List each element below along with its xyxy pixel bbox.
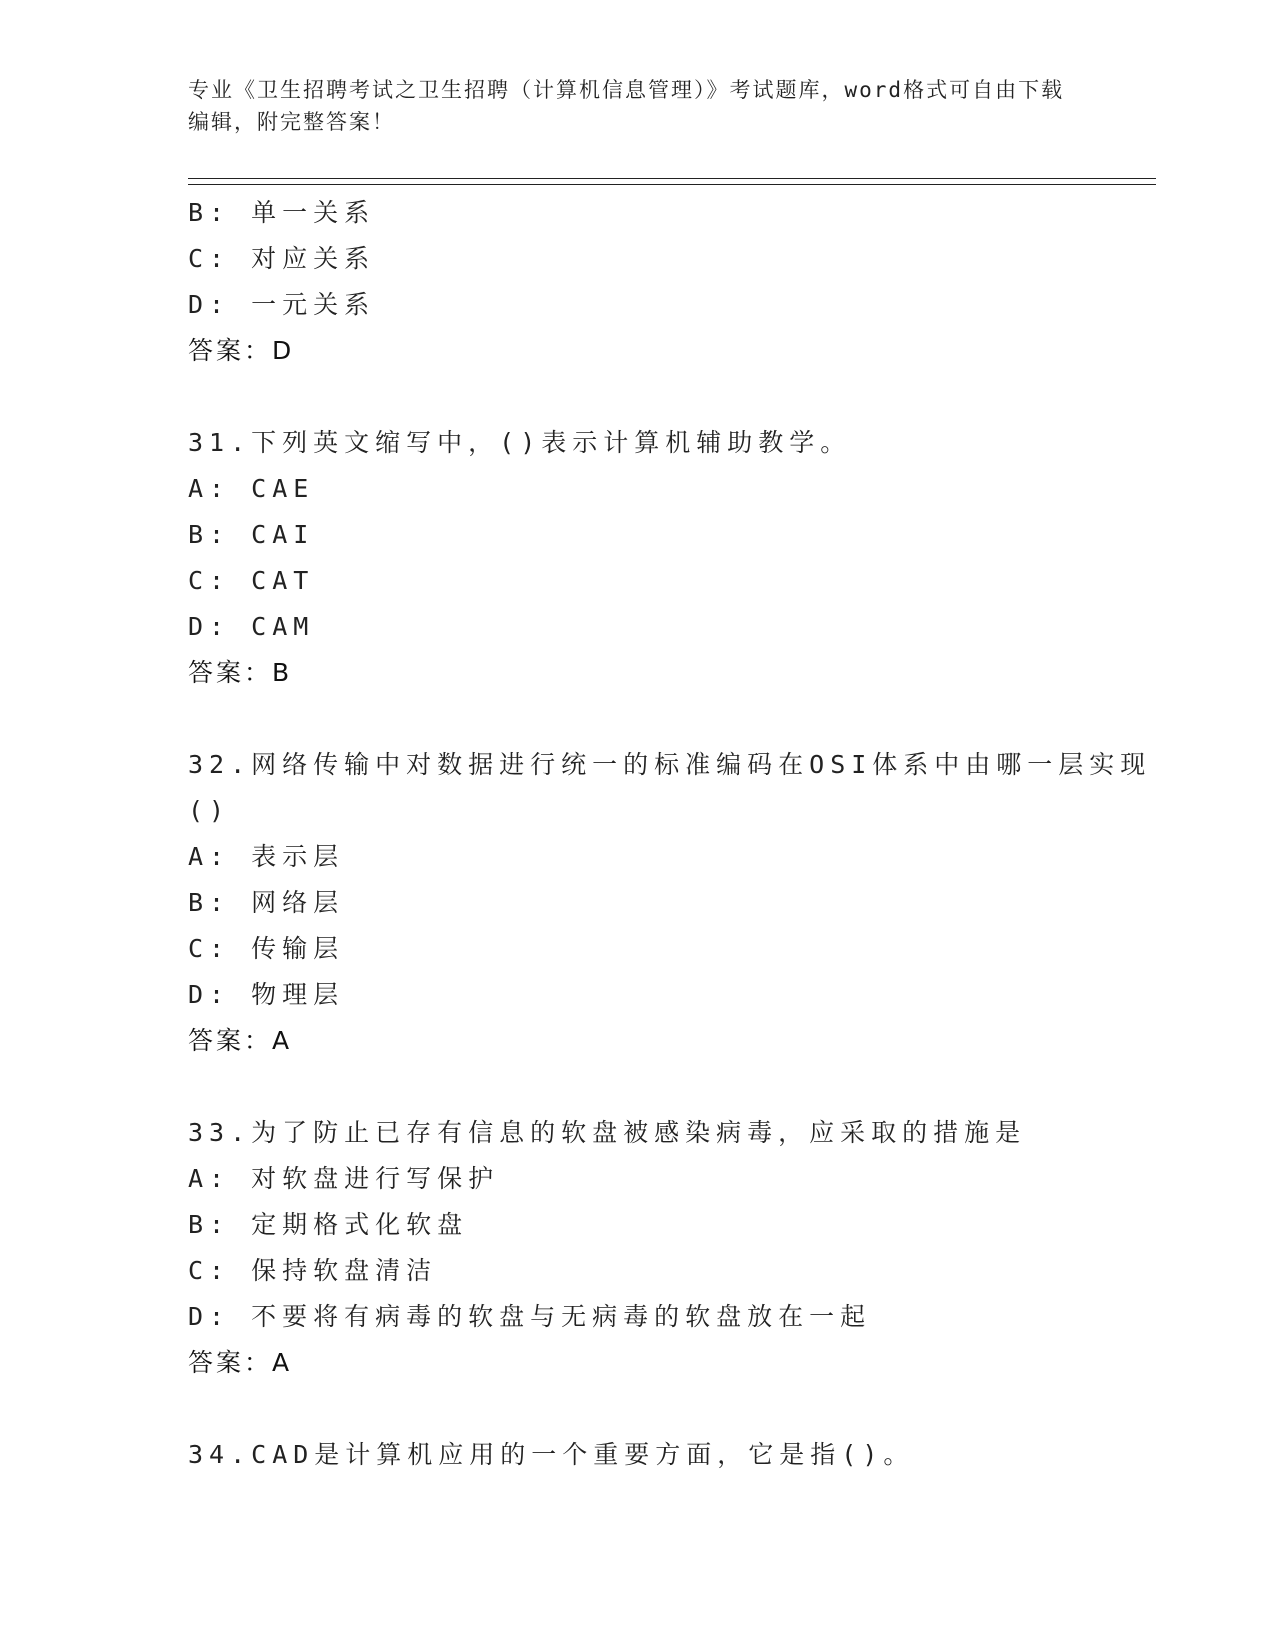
option-b: B: CAI <box>188 520 315 549</box>
option-c: C: 保持软盘清洁 <box>188 1256 438 1285</box>
question-34 <box>188 1432 1088 1478</box>
question-32 <box>188 742 1152 1064</box>
option-b: B: 定期格式化软盘 <box>188 1210 469 1239</box>
question-stem: 32.网络传输中对数据进行统一的标准编码在OSI体系中由哪一层实现 <box>188 750 1152 779</box>
spacer <box>188 1386 1088 1432</box>
document-header: 专业《卫生招聘考试之卫生招聘（计算机信息管理）》考试题库，word格式可自由下载编辑，附完整答案！ <box>188 78 1065 134</box>
spacer <box>188 374 1088 420</box>
question-stem: 33.为了防止已存有信息的软盘被感染病毒，应采取的措施是 <box>188 1118 1027 1147</box>
header-divider-top <box>188 178 1156 179</box>
question-stem-continued: () <box>188 796 231 825</box>
option-b: B: 单一关系 <box>188 198 376 227</box>
question-list <box>188 190 1152 1478</box>
answer: 答案：B <box>188 658 293 687</box>
option-c: C: CAT <box>188 566 315 595</box>
option-a: A: CAE <box>188 474 315 503</box>
question-31 <box>188 420 1088 696</box>
question-30-tail <box>188 190 1088 374</box>
header-divider-bottom <box>188 184 1156 185</box>
option-c: C: 传输层 <box>188 934 345 963</box>
option-a: A: 表示层 <box>188 842 345 871</box>
question-stem: 34.CAD是计算机应用的一个重要方面，它是指()。 <box>188 1440 915 1469</box>
option-d: D: 物理层 <box>188 980 345 1009</box>
option-d: D: 不要将有病毒的软盘与无病毒的软盘放在一起 <box>188 1302 872 1331</box>
answer: 答案：D <box>188 336 295 365</box>
option-d: D: CAM <box>188 612 315 641</box>
answer: 答案：A <box>188 1026 293 1055</box>
spacer <box>188 1064 1088 1110</box>
answer: 答案：A <box>188 1348 293 1377</box>
question-33 <box>188 1110 1088 1386</box>
option-b: B: 网络层 <box>188 888 345 917</box>
option-c: C: 对应关系 <box>188 244 376 273</box>
option-a: A: 对软盘进行写保护 <box>188 1164 500 1193</box>
spacer <box>188 696 1088 742</box>
question-stem: 31.下列英文缩写中，()表示计算机辅助教学。 <box>188 428 852 457</box>
option-d: D: 一元关系 <box>188 290 376 319</box>
